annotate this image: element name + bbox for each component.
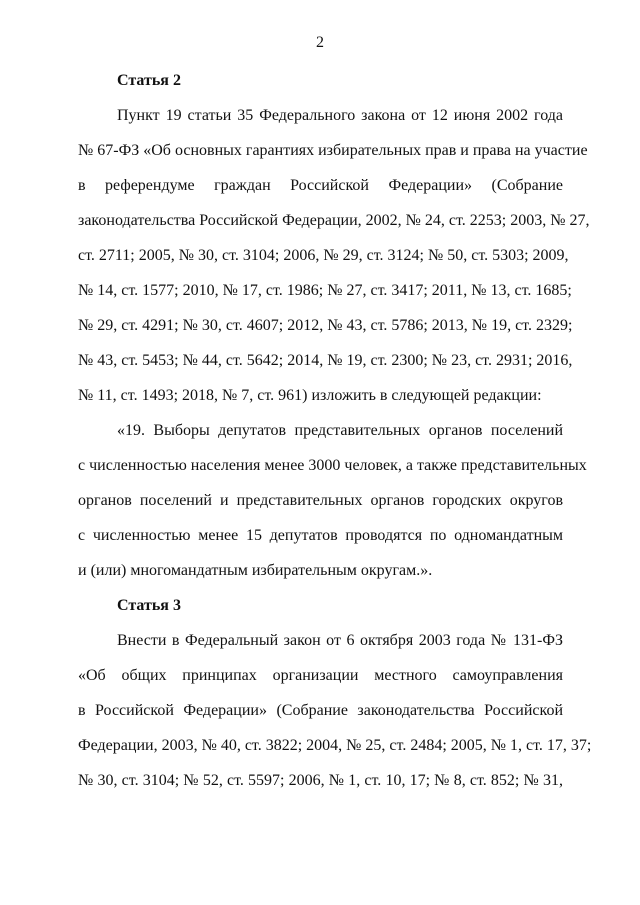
article-3-para-1-line: № 30, ст. 3104; № 52, ст. 5597; 2006, № 1, ст. 10, 17; № 8, ст. 852; № 31, xyxy=(78,772,563,789)
article-2-para-1-line: ст. 2711; 2005, № 30, ст. 3104; 2006, № 29, ст. 3124; № 50, ст. 5303; 2009, xyxy=(78,247,569,264)
article-3-para-1-line: Внести в Федеральный закон от 6 октября 2003 года № 131-ФЗ xyxy=(117,632,563,649)
article-2-para-1-line: в референдуме граждан Российской Федерации» (Собрание xyxy=(78,177,563,194)
article-2-para-2-line: с численностью населения менее 3000 человек, а также представительных xyxy=(78,457,587,474)
article-2-para-2-line: органов поселений и представительных органов городских округов xyxy=(78,492,563,509)
article-3-para-1-line: «Об общих принципах организации местного самоуправления xyxy=(78,667,563,684)
article-3-para-1-line: Федерации, 2003, № 40, ст. 3822; 2004, № 25, ст. 2484; 2005, № 1, ст. 17, 37; xyxy=(78,737,592,754)
article-3-para-1-line: в Российской Федерации» (Собрание законодательства Российской xyxy=(78,702,563,719)
article-2-para-2-line: и (или) многомандатным избирательным округам.». xyxy=(78,562,433,579)
article-2-para-1-line: Пункт 19 статьи 35 Федерального закона от 12 июня 2002 года xyxy=(117,107,563,124)
page-number: 2 xyxy=(316,34,324,51)
article-2-para-1-line: законодательства Российской Федерации, 2002, № 24, ст. 2253; 2003, № 27, xyxy=(78,212,590,229)
article-3-heading: Статья 3 xyxy=(117,597,181,614)
article-2-para-1-line: № 43, ст. 5453; № 44, ст. 5642; 2014, № 19, ст. 2300; № 23, ст. 2931; 2016, xyxy=(78,352,573,369)
article-2-para-1-line: № 11, ст. 1493; 2018, № 7, ст. 961) изложить в следующей редакции: xyxy=(78,387,542,404)
article-2-para-2-line: «19. Выборы депутатов представительных органов поселений xyxy=(117,422,563,439)
article-2-para-2-line: с численностью менее 15 депутатов проводятся по одномандатным xyxy=(78,527,563,544)
article-2-para-1-line: № 14, ст. 1577; 2010, № 17, ст. 1986; № 27, ст. 3417; 2011, № 13, ст. 1685; xyxy=(78,282,572,299)
article-2-heading: Статья 2 xyxy=(117,72,181,89)
article-2-para-1-line: № 67-ФЗ «Об основных гарантиях избирательных прав и права на участие xyxy=(78,142,588,159)
article-2-para-1-line: № 29, ст. 4291; № 30, ст. 4607; 2012, № 43, ст. 5786; 2013, № 19, ст. 2329; xyxy=(78,317,573,334)
